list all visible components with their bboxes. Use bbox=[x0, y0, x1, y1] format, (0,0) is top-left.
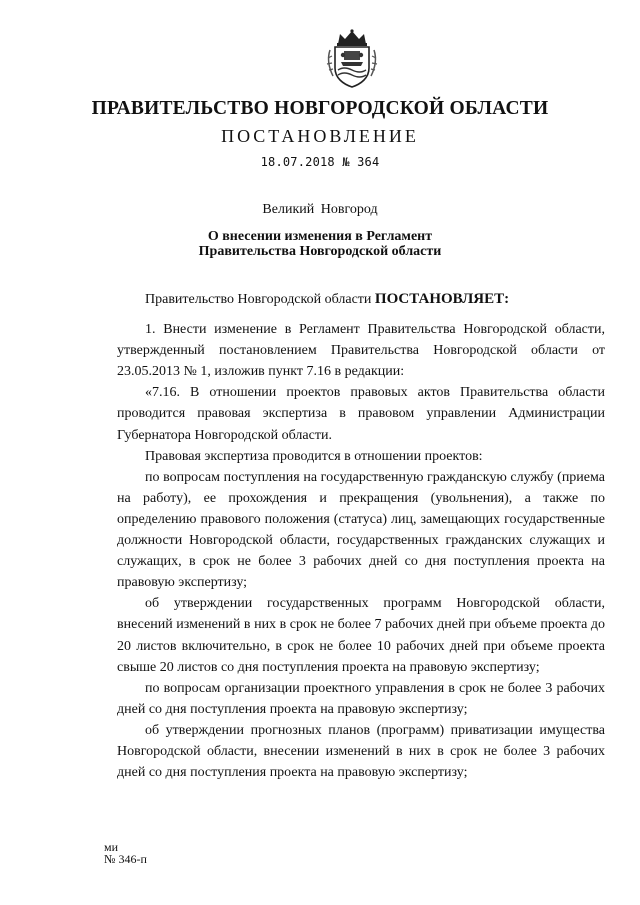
paragraph-2: «7.16. В отношении проектов правовых актов Правительства области проводится правовая экспертиза в правовом управлении Администрации Губернатора Новгородской области. bbox=[117, 385, 605, 443]
paragraph-7: об утверждении прогнозных планов (программ) приватизации имущества Новгородской области, внесении изменений в них в срок не более 3 рабочих дней со дня поступления проекта на правовую экспертизу; bbox=[117, 722, 605, 781]
paragraph-1: 1. Внести изменение в Регламент Правительства Новгородской области, утвержденный постановлением Правительства Новгородской области от 23.05.2013 № 1, изложив пункт 7.16 в редакции: bbox=[117, 322, 605, 380]
intro-paragraph bbox=[117, 289, 605, 310]
reference-number: № 346-п bbox=[104, 852, 147, 866]
coat-of-arms-icon bbox=[324, 28, 380, 90]
document-body bbox=[117, 289, 605, 783]
paragraph-6: по вопросам организации проектного управления в срок не более 3 рабочих дней со дня поступления проекта на правовую экспертизу; bbox=[117, 680, 605, 717]
organization-title: ПРАВИТЕЛЬСТВО НОВГОРОДСКОЙ ОБЛАСТИ bbox=[91, 98, 549, 119]
subject-line-1: О внесении изменения в Регламент bbox=[207, 229, 433, 244]
date-and-number: 18.07.2018 № 364 bbox=[260, 155, 380, 169]
paragraph-5: об утверждении государственных программ Новгородской области, внесений изменений в них в срок не более 7 рабочих дней при объеме проекта до 20 листов включительно, в срок не более 10 рабочих дней при объеме проекта свыше 20 листов со дня поступления проекта на правовую экспертизу; bbox=[117, 596, 605, 675]
city: Великий Новгород bbox=[262, 202, 378, 217]
executor-initials: ми bbox=[104, 840, 119, 854]
footer-reference bbox=[104, 841, 147, 865]
subject-line-2: Правительства Новгородской области bbox=[198, 244, 442, 259]
intro-text: Правительство Новгородской области bbox=[145, 292, 375, 307]
intro-bold: ПОСТАНОВЛЯЕТ: bbox=[374, 291, 510, 307]
document-subject bbox=[0, 229, 640, 259]
paragraph-3: Правовая экспертиза проводится в отношении проектов: bbox=[145, 448, 483, 464]
paragraph-4: по вопросам поступления на государственную гражданскую службу (приема на работу), ее прохождения и прекращения (увольнения), а также по определению правового положения (статуса) лиц, замещающих государственные должности Новгородской области, государственных гражданских служащих и служащих, в срок не более 3 рабочих дней со дня поступления проекта на правовую экспертизу; bbox=[117, 469, 605, 591]
document-type: ПОСТАНОВЛЕНИЕ bbox=[221, 126, 419, 146]
